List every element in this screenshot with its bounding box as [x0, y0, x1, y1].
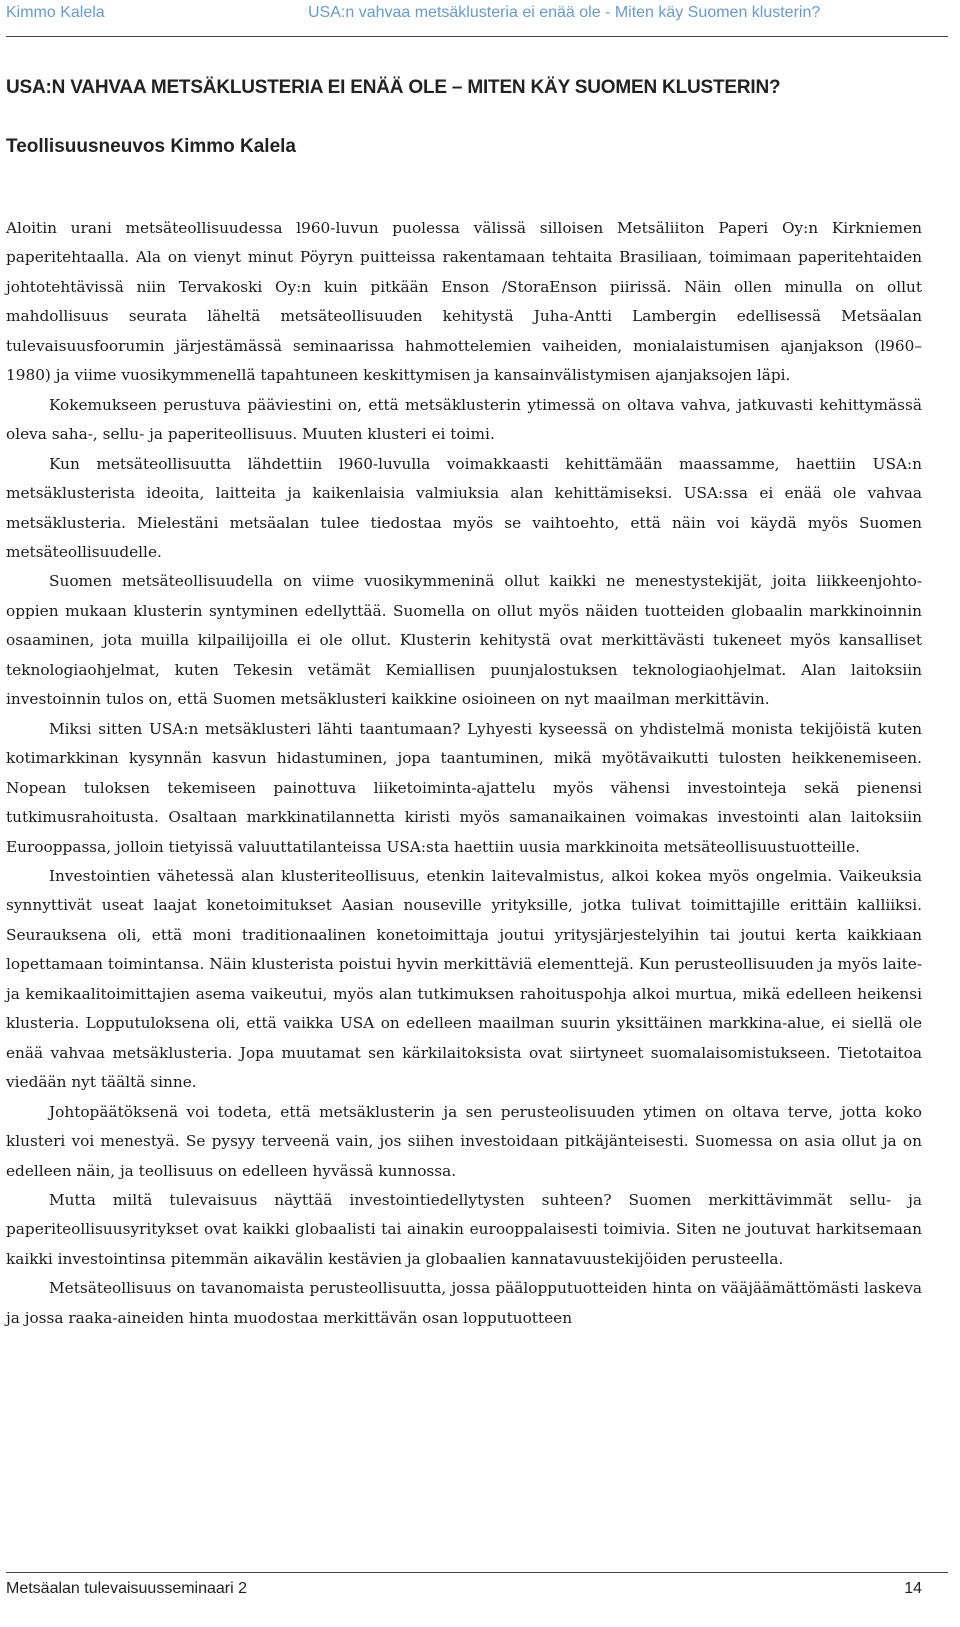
article-title: USA:N VAHVAA METSÄKLUSTERIA EI ENÄÄ OLE – MITEN KÄY SUOMEN KLUSTERIN? [6, 77, 781, 98]
paragraph-5: Miksi sitten USA:n metsäklusteri lähti taantumaan? Lyhyesti kyseessä on yhdistelmä monista tekijöistä kuten kotimarkkinan kysynnän kasvun hidastuminen, jopa taantuminen, mikä myötävaikutti tulosten heikkenemiseen. Nopean tuloksen tekemiseen painottuva liiketoiminta-ajattelu myös vähensi investointeja sekä pienensi tutkimusrahoitusta. Osaltaan markkinatilannetta kiristi myös samanaikainen voimakas investointi alan laitoksiin Eurooppassa, jolloin tietyissä valuuttatilanteissa USA:sta haettiin uusia markkinoita metsäteollisuustuotteille. [6, 719, 922, 856]
article-body [6, 214, 922, 1333]
paragraph-2: Kokemukseen perustuva pääviestini on, että metsäklusterin ytimessä on oltava vahva, jatkuvasti kehittymässä oleva saha-, sellu- ja paperiteollisuus. Muuten klusteri ei toimi. [6, 395, 922, 444]
paragraph-9: Metsäteollisuus on tavanomaista perusteollisuutta, jossa päälopputuotteiden hinta on vääjäämättömästi laskeva ja jossa raaka-aineiden hinta muodostaa merkittävän osan lopputuotteen [6, 1279, 922, 1327]
page-number: 14 [904, 1580, 922, 1597]
header-title: USA:n vahvaa metsäklusteria ei enää ole - Miten käy Suomen klusterin? [308, 4, 821, 21]
paragraph-4: Suomen metsäteollisuudella on viime vuosikymmeninä ollut kaikki ne menestystekijät, joita liikkeenjohto-oppien mukaan klusterin syntyminen edellyttää. Suomella on ollut myös näiden tuotteiden globaalin markkinoinnin osaaminen, jota muilla kilpailijoilla ei ole ollut. Klusterin kehitystä ovat merkittävästi tukeneet myös kansalliset teknologiaohjelmat, kuten Tekesin vetämät Kemiallisen puunjalostuksen teknologiaohjelmat. Alan laitoksiin investoinnin tulos on, että Suomen metsäklusteri kaikkine osioineen on nyt maailman merkittävin. [6, 572, 922, 709]
running-header [6, 4, 950, 28]
header-divider [6, 36, 948, 37]
paragraph-3: Kun metsäteollisuutta lähdettiin l960-luvulla voimakkaasti kehittämään maassamme, haettiin USA:n metsäklusterista ideoita, laitteita ja kaikenlaisia valmiuksia alan kehittämiseksi. USA:ssa ei enää ole vahvaa metsäklusteria. Mielestäni metsäalan tulee tiedostaa myös se vaihtoehto, että näin voi käydä myös Suomen metsäteollisuudelle. [6, 454, 922, 561]
paragraph-8: Mutta miltä tulevaisuus näyttää investointiedellytysten suhteen? Suomen merkittävimmät sellu- ja paperiteollisuusyritykset ovat kaikki globaalisti tai ainakin eurooppalaisesti toimivia. Siten ne joutuvat harkitsemaan kaikki investointinsa pitemmän aikavälin kestävien ja globaalien kannatavuustekijöiden perusteella. [6, 1190, 922, 1268]
footer-divider [6, 1572, 948, 1573]
footer-publication: Metsäalan tulevaisuusseminaari 2 [6, 1580, 248, 1597]
article-author: Teollisuusneuvos Kimmo Kalela [6, 136, 297, 157]
header-author: Kimmo Kalela [6, 4, 105, 21]
paragraph-7: Johtopäätöksenä voi todeta, että metsäklusterin ja sen perusteolisuuden ytimen on oltava terve, jotta koko klusteri voi menestyä. Se pysyy terveenä vain, jos siihen investoidaan pitkäjänteisesti. Suomessa on asia ollut ja on edelleen näin, ja teollisuus on edelleen hyvässä kunnossa. [6, 1102, 922, 1180]
paragraph-1: Aloitin urani metsäteollisuudessa l960-luvun puolessa välissä silloisen Metsäliiton Paperi Oy:n Kirkniemen paperitehtaalla. Ala on vienyt minut Pöyryn puitteissa rakentamaan tehtaita Brasiliaan, toimimaan paperitehtaiden johtotehtävissä niin Tervakoski Oy:n kuin pitkään Enson /StoraEnson piirissä. Näin ollen minulla on ollut mahdollisuus seurata läheltä metsäteollisuuden kehitystä Juha-Antti Lambergin edellisessä Metsäalan tulevaisuusfoorumin järjestämässä seminaarissa hahmottelemien vaiheiden, monialaistumisen ajanjakson (l960–1980) ja viime vuosikymmenellä tapahtuneen keskittymisen ja kansainvälistymisen ajanjaksojen läpi. [6, 219, 922, 385]
paragraph-6: Investointien vähetessä alan klusteriteollisuus, etenkin laitevalmistus, alkoi kokea myös ongelmia. Vaikeuksia synnyttivät useat laajat konetoimitukset Aasian nouseville yrityksille, jotka tulivat toimittajille erittäin kalliiksi. Seurauksena oli, että moni traditionaalinen konetoimittaja joutui yritysjärjestelyihin tai joutui kerta kaikkiaan lopettamaan toimintansa. Näin klusterista poistui hyvin merkittäviä elementtejä. Kun perusteollisuuden ja myös laite- ja kemikaalitoimittajien asema vaikeutui, myös alan tutkimuksen rahoituspohja alkoi murtua, mikä edelleen heikensi klusteria. Lopputuloksena oli, että vaikka USA on edelleen maailman suurin yksittäinen markkina-alue, ei siellä ole enää vahvaa metsäklusteria. Jopa muutamat sen kärkilaitoksista ovat siirtyneet suomalaisomistukseen. Tietotaitoa viedään nyt täältä sinne. [6, 866, 922, 1092]
